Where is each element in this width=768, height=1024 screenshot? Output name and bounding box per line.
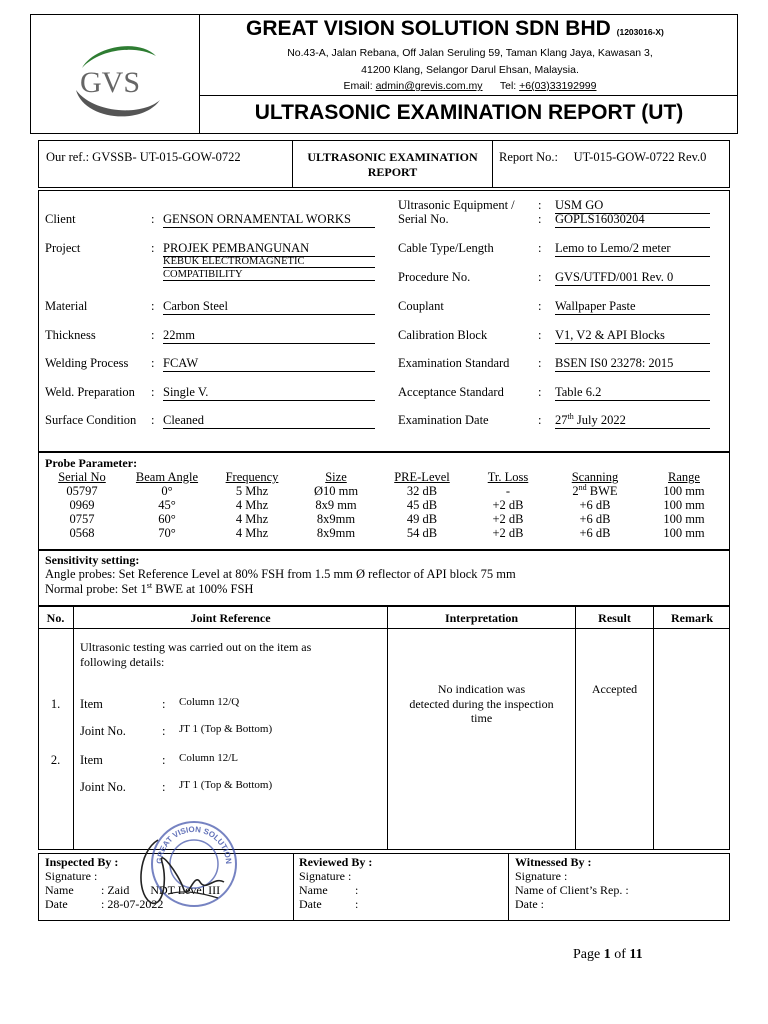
logo-swoosh-icon <box>64 38 174 122</box>
exam-std-label: Examination Standard <box>398 356 510 370</box>
project-value-line1: PROJEK PEMBANGUNAN <box>163 241 375 257</box>
probe-cell <box>550 484 640 498</box>
reviewed-name-colon: : <box>355 883 359 897</box>
table-row <box>40 498 728 512</box>
page-total: 11 <box>629 947 643 962</box>
probe-cell: +6 dB <box>579 498 611 512</box>
joint-header-joint: Joint Reference <box>190 611 271 625</box>
table-row <box>40 484 728 498</box>
page-of: of <box>614 947 626 962</box>
equipment-value: USM GO <box>555 198 710 214</box>
probe-cell: +6 dB <box>579 526 611 540</box>
reviewed-date-colon: : <box>355 897 359 911</box>
procedure-colon: : <box>538 270 542 284</box>
probe-cell: 100 mm <box>663 512 705 526</box>
probe-scan-sup: nd <box>578 482 587 492</box>
page-label: Page <box>573 947 601 962</box>
couplant-label: Couplant <box>398 299 444 313</box>
witnessed-date-label: Date : <box>515 897 544 911</box>
serial-colon: : <box>538 212 542 226</box>
cable-colon: : <box>538 241 542 255</box>
probe-cell: 49 dB <box>406 512 438 526</box>
accept-label: Acceptance Standard <box>398 385 504 399</box>
joint-item-label: Item <box>80 753 103 767</box>
email-link[interactable]: admin@grevis.com.my <box>375 80 483 92</box>
sensitivity-line2 <box>45 582 253 597</box>
probe-cell: 100 mm <box>663 484 705 498</box>
exam-std-value: BSEN IS0 23278: 2015 <box>555 356 710 372</box>
probe-header-trloss: Tr. Loss <box>487 470 529 484</box>
thickness-label: Thickness <box>45 328 96 342</box>
probe-cell: 4 Mhz <box>235 512 269 526</box>
project-value-line2: KEBUK ELECTROMAGNETIC <box>163 256 375 268</box>
prep-value: Single V. <box>163 385 375 401</box>
cable-value: Lemo to Lemo/2 meter <box>555 241 710 257</box>
address-line2: 41200 Klang, Selangor Darul Ehsan, Malaysia. <box>361 64 579 76</box>
probe-cell: 60° <box>158 512 176 526</box>
signoff-col-2 <box>508 853 509 921</box>
procedure-label: Procedure No. <box>398 270 471 284</box>
probe-cell: 0° <box>161 484 173 498</box>
ref-title-line2: REPORT <box>367 165 418 179</box>
witnessed-section <box>515 855 725 919</box>
reviewed-name-row <box>299 883 499 897</box>
welding-label: Welding Process <box>45 356 129 370</box>
probe-cell: 100 mm <box>663 526 705 540</box>
welding-value: FCAW <box>163 356 375 372</box>
probe-header-range: Range <box>668 470 700 484</box>
thickness-value: 22mm <box>163 328 375 344</box>
calib-label: Calibration Block <box>398 328 488 342</box>
client-colon: : <box>151 212 155 226</box>
report-no-label: Report No.: <box>499 150 559 164</box>
probe-cell: +2 dB <box>492 512 524 526</box>
exam-date-rest: July 2022 <box>573 413 626 427</box>
reviewed-title: Reviewed By : <box>299 855 373 869</box>
joint-item-label: Item <box>80 697 103 711</box>
signature-scribble-icon <box>128 832 238 912</box>
table-row <box>40 512 728 526</box>
interp-line1: No indication was <box>437 682 526 696</box>
inspected-date-label: Date <box>45 897 68 911</box>
result-value: Accepted <box>591 682 638 696</box>
client-label: Client <box>45 212 76 226</box>
joint-header-interp: Interpretation <box>444 611 519 625</box>
tel-link[interactable]: +6(03)33192999 <box>519 80 597 92</box>
probe-cell: +6 dB <box>579 512 611 526</box>
reviewed-date-row <box>299 897 499 911</box>
exam-std-colon: : <box>538 356 542 370</box>
joint-no-label: Joint No. <box>80 780 126 794</box>
reviewed-date-label: Date <box>299 897 322 911</box>
joint-item-colon: : <box>162 697 166 711</box>
joint-no-value: JT 1 (Top & Bottom) <box>179 779 273 791</box>
accept-value: Table 6.2 <box>555 385 710 401</box>
probe-cell: +2 dB <box>492 526 524 540</box>
header-hline <box>199 95 738 96</box>
table-row <box>40 526 728 540</box>
joint-intro-line1: Ultrasonic testing was carried out on the item as <box>80 640 312 654</box>
accept-colon: : <box>538 385 542 399</box>
sensitivity-line2-a: Normal probe: Set 1 <box>45 582 147 596</box>
reviewed-name-label: Name <box>299 883 328 897</box>
reviewed-section <box>299 855 499 919</box>
probe-header-scan: Scanning <box>571 470 619 484</box>
material-label: Material <box>45 299 88 313</box>
probe-cell: Ø10 mm <box>313 484 359 498</box>
probe-header-serial: Serial No <box>58 470 106 484</box>
joint-intro-line2: following details: <box>80 655 165 669</box>
joint-no-value: JT 1 (Top & Bottom) <box>179 723 273 735</box>
company-reg: (1203016-X) <box>616 27 664 37</box>
cable-label: Cable Type/Length <box>398 241 494 255</box>
joint-col-3 <box>575 606 576 850</box>
ref-title-line1: ULTRASONIC EXAMINATION <box>307 150 478 164</box>
exam-date-label: Examination Date <box>398 413 489 427</box>
witnessed-signature-label: Signature : <box>515 869 568 883</box>
surface-colon: : <box>151 413 155 427</box>
probe-table <box>40 470 728 540</box>
probe-header-pre: PRE-Level <box>394 470 450 484</box>
project-colon: : <box>151 241 155 255</box>
probe-header-angle: Beam Angle <box>135 470 199 484</box>
probe-cell: 45 dB <box>406 498 438 512</box>
contact-line <box>220 80 720 92</box>
probe-cell: 54 dB <box>406 526 438 540</box>
inspected-level: NDT Level III <box>150 883 221 897</box>
inspected-date: : 28-07-2022 <box>101 897 164 911</box>
prep-label: Weld. Preparation <box>45 385 135 399</box>
probe-header-freq: Frequency <box>225 470 279 484</box>
probe-cell: 0757 <box>69 512 95 526</box>
left-fields <box>45 190 385 450</box>
serial-label: Serial No. <box>398 212 449 226</box>
exam-date-colon: : <box>538 413 542 427</box>
probe-cell: 100 mm <box>663 498 705 512</box>
probe-cell: 32 dB <box>406 484 438 498</box>
joint-item-colon: : <box>162 753 166 767</box>
equipment-colon: : <box>538 198 542 212</box>
material-colon: : <box>151 299 155 313</box>
joint-col-2 <box>387 606 388 850</box>
joint-header-remark: Remark <box>671 611 713 625</box>
interp-line3: time <box>470 711 493 725</box>
joint-item-no: 1. <box>50 697 61 711</box>
our-ref-label: Our ref.: <box>46 150 90 164</box>
joint-header-no: No. <box>46 611 65 625</box>
company-logo <box>64 38 174 122</box>
calib-colon: : <box>538 328 542 342</box>
report-title: ULTRASONIC EXAMINATION REPORT (UT) <box>254 101 684 124</box>
probe-header-size: Size <box>325 470 347 484</box>
project-value-line3: COMPATIBILITY <box>163 269 375 281</box>
joint-item-no: 2. <box>50 753 61 767</box>
stamp-text: GREAT VISION SOLUTION <box>154 824 234 865</box>
sensitivity-line2-sup: st <box>146 580 153 590</box>
ref-title <box>293 150 492 180</box>
company-name <box>246 17 664 41</box>
probe-scan-first: 2nd BWE <box>572 482 618 498</box>
address-line1: No.43-A, Jalan Rebana, Off Jalan Seruling 59, Taman Klang Jaya, Kawasan 3, <box>287 47 653 59</box>
email-label: Email: <box>343 80 373 92</box>
calib-value: V1, V2 & API Blocks <box>555 328 710 344</box>
interpretation-text <box>388 682 575 726</box>
inspector-signature <box>128 832 238 912</box>
company-name-text: GREAT VISION SOLUTION SDN BHD <box>246 17 611 40</box>
exam-date-day: 27 <box>555 413 568 427</box>
probe-title: Probe Parameter: <box>45 456 138 470</box>
joint-col-4 <box>653 606 654 850</box>
witnessed-title: Witnessed By : <box>515 855 592 869</box>
exam-date-value <box>555 413 710 429</box>
inspected-name: : Zaid <box>101 883 130 897</box>
joint-no-colon: : <box>162 724 166 738</box>
right-fields <box>398 190 728 450</box>
joint-header-result: Result <box>598 611 631 625</box>
joint-header-line <box>38 628 730 629</box>
exam-date-sup: th <box>567 411 574 421</box>
inspected-title: Inspected By : <box>45 855 119 869</box>
probe-header-row <box>40 470 728 484</box>
joint-col-1 <box>73 606 74 850</box>
surface-value: Cleaned <box>163 413 375 429</box>
surface-label: Surface Condition <box>45 413 137 427</box>
probe-cell: 05797 <box>66 484 98 498</box>
inspected-signature-label: Signature : <box>45 869 98 883</box>
probe-cell: 8x9mm <box>316 512 356 526</box>
report-no-value: UT-015-GOW-0722 Rev.0 <box>573 150 707 164</box>
welding-colon: : <box>151 356 155 370</box>
probe-cell: 0568 <box>69 526 95 540</box>
page-current: 1 <box>603 947 611 962</box>
probe-cell: 0969 <box>69 498 95 512</box>
couplant-value: Wallpaper Paste <box>555 299 710 315</box>
procedure-value: GVS/UTFD/001 Rev. 0 <box>555 270 710 286</box>
interp-line2: detected during the inspection <box>409 696 554 711</box>
tel-label: Tel: <box>499 80 517 92</box>
thickness-colon: : <box>151 328 155 342</box>
joint-no-label: Joint No. <box>80 724 126 738</box>
equipment-label: Ultrasonic Equipment / <box>398 198 515 212</box>
joint-item-value: Column 12/Q <box>179 696 240 708</box>
probe-cell: 4 Mhz <box>235 498 269 512</box>
logo-text: GVS <box>80 66 141 99</box>
material-value: Carbon Steel <box>163 299 375 315</box>
signoff-col-1 <box>293 853 294 921</box>
page-number <box>573 947 643 963</box>
report-no <box>499 150 706 165</box>
sensitivity-title: Sensitivity setting: <box>45 553 140 567</box>
probe-cell: 8x9 mm <box>315 498 357 512</box>
probe-cell: +2 dB <box>492 498 524 512</box>
project-label: Project <box>45 241 81 255</box>
probe-cell: 5 Mhz <box>235 484 269 498</box>
probe-cell: 4 Mhz <box>235 526 269 540</box>
client-value: GENSON ORNAMENTAL WORKS <box>163 212 375 228</box>
probe-cell: - <box>505 484 511 498</box>
prep-colon: : <box>151 385 155 399</box>
serial-value: GOPLS16030204 <box>555 212 710 228</box>
inspected-name-label: Name <box>45 883 74 897</box>
our-ref-value: GVSSB- UT-015-GOW-0722 <box>92 150 241 164</box>
our-ref <box>46 150 241 165</box>
joint-item-value: Column 12/L <box>179 752 238 764</box>
sensitivity-line2-b: BWE at 100% FSH <box>152 582 254 596</box>
ref-divider-2 <box>492 140 493 188</box>
probe-cell: 8x9mm <box>316 526 356 540</box>
sensitivity-line1: Angle probes: Set Reference Level at 80% FSH from 1.5 mm Ø reflector of API block 75 mm <box>45 567 516 581</box>
probe-cell: 70° <box>158 526 176 540</box>
joint-no-colon: : <box>162 780 166 794</box>
reviewed-signature-label: Signature : <box>299 869 352 883</box>
probe-cell: 45° <box>158 498 176 512</box>
witnessed-name-label: Name of Client’s Rep. : <box>515 883 629 897</box>
couplant-colon: : <box>538 299 542 313</box>
